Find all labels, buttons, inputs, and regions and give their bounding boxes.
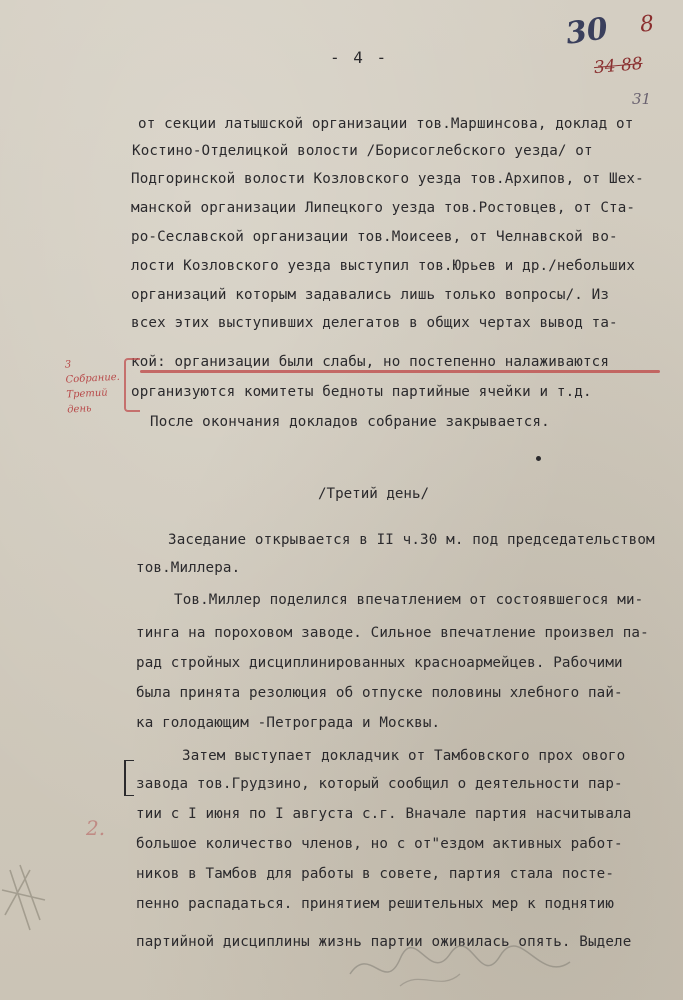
red-margin-number: 2. [86, 816, 106, 840]
text-line: организаций которым задавались лишь только вопросы/. Из [131, 287, 610, 303]
text-line: тов.Миллера. [136, 560, 241, 576]
archive-folio-number: 30 [563, 11, 610, 52]
text-line: организуются комитеты бедноты партийные ячейки и т.д. [131, 384, 592, 400]
text-line: была принята резолюция об отпуске половины хлебного пай- [136, 685, 623, 701]
text-line: тинга на пороховом заводе. Сильное впечатление произвел па- [136, 625, 649, 641]
text-line: ро-Сеславской организации тов.Моисеев, от Челнавской во- [131, 229, 618, 245]
text-line: кой: организации были слабы, но постепенно налаживаются [131, 354, 610, 370]
pencil-scribble [340, 934, 640, 994]
text-line: пенно распадаться. принятием решительных мер к поднятию [136, 896, 615, 912]
text-line: всех этих выступивших делегатов в общих чертах вывод та- [131, 315, 618, 331]
text-line: партийной дисциплины жизнь партии оживилась опять. Выделе [136, 934, 632, 950]
section-heading: /Третий день/ [318, 486, 430, 502]
red-margin-note: 3 Собрание. Третий день [64, 359, 121, 416]
text-line: ка голодающим -Петрограда и Москвы. [136, 715, 441, 731]
text-line: большое количество членов, но с от"ездом активных работ- [136, 836, 623, 852]
red-pencil-underline [140, 370, 660, 373]
text-line: Тов.Миллер поделился впечатлением от состоявшегося ми- [174, 592, 644, 608]
text-line: ников в Тамбов для работы в совете, партия стала посте- [136, 866, 615, 882]
page-number: - 4 - [330, 48, 389, 67]
text-line: рад стройных дисциплинированных красноармейцев. Рабочими [136, 655, 623, 671]
text-line: Подгоринской волости Козловского уезда тов.Архипов, от Шех- [131, 171, 644, 187]
archive-small-number: 31 [632, 90, 652, 108]
text-line: После окончания докладов собрание закрывается. [150, 414, 550, 430]
margin-pencil-sketch [0, 860, 60, 940]
text-line: Заседание открывается в II ч.30 м. под председательством [168, 532, 655, 548]
ink-bracket [124, 760, 134, 796]
text-line: завода тов.Грудзино, который сообщил о деятельности пар- [136, 776, 623, 792]
text-line: Костино-Отделицкой волости /Борисоглебского уезда/ от [132, 143, 593, 159]
text-line: манской организации Липецкого уезда тов.Ростовцев, от Ста- [131, 200, 636, 216]
text-line: от секции латышской организации тов.Маршинсова, доклад от [138, 116, 634, 132]
text-line: тии с I июня по I августа с.г. Вначале партия насчитывала [136, 806, 632, 822]
text-line: Затем выступает докладчик от Тамбовского прох ового [182, 748, 626, 764]
archive-corner-number: 8 [638, 11, 656, 38]
archive-struck-number: 34 88 [593, 53, 644, 79]
text-line: лости Козловского уезда выступил тов.Юрьев и др./небольших [131, 258, 636, 274]
ink-dot [536, 456, 541, 461]
